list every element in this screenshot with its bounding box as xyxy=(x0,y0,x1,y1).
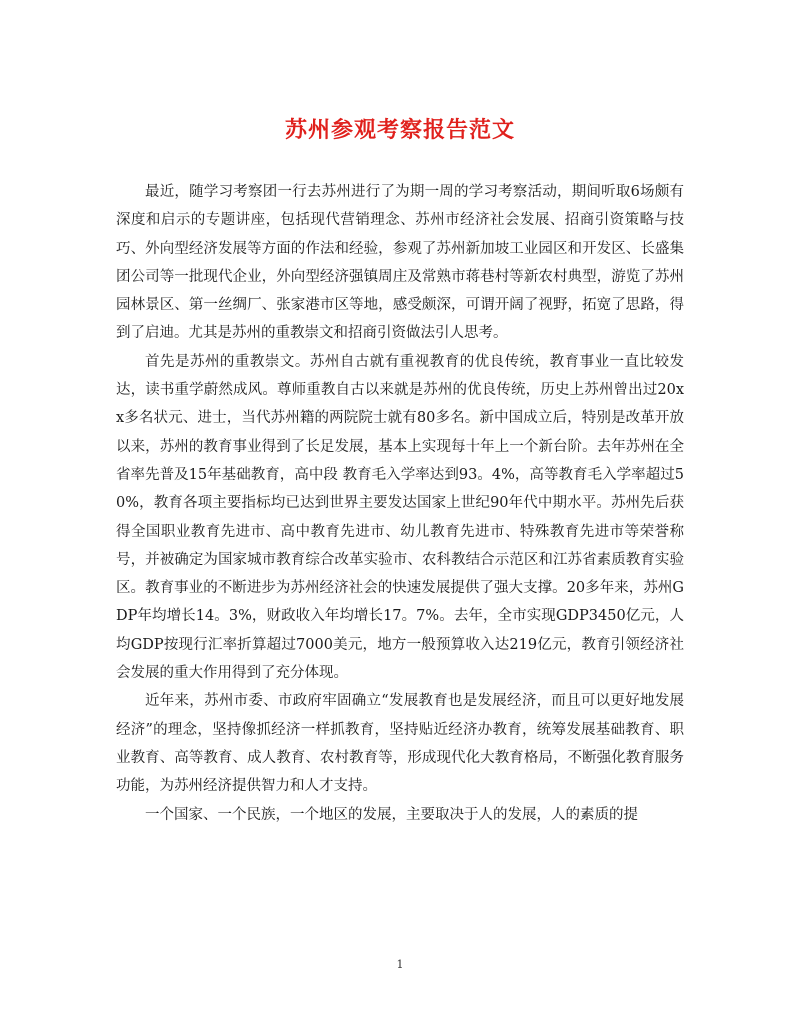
page-number: 1 xyxy=(396,958,404,971)
paragraph-education: 首先是苏州的重教崇文。苏州自古就有重视教育的优良传统，教育事业一直比较发达，读书重学蔚然成风。尊师重教自古以来就是苏州的优良传统，历史上苏州曾出过20xx多名状元、进士，当代苏州籍的两院院士就有80多名。新中国成立后，特别是改革开放以来，苏州的教育事业得到了长足发展，基本上实现每十年上一个新台阶。去年苏州在全省率先普及15年基础教育，高中段 教育毛入学率达到93。4%，高等教育毛入学率超过50%，教育各项主要指标均已达到世界主要发达国家上世纪90年代中期水平。苏州先后获得全国职业教育先进市、高中教育先进市、幼儿教育先进市、特殊教育先进市等荣誉称号，并被确定为国家城市教育综合改革实验市、农科教结合示范区和江苏省素质教育实验区。教育事业的不断进步为苏州经济社会的快速发展提供了强大支撑。20多年来，苏州GDP年均增长14。3%，财政收入年均增长17。7%。去年，全市实现GDP3450亿元，人均GDP按现行汇率折算超过7000美元，地方一般预算收入达219亿元，教育引领经济社会发展的重大作用得到了充分体现。 xyxy=(116,353,684,682)
paragraph-development: 一个国家、一个民族，一个地区的发展，主要取决于人的发展，人的素质的提 xyxy=(145,806,638,823)
paragraph-intro: 最近，随学习考察团一行去苏州进行了为期一周的学习考察活动，期间听取6场颇有深度和启示的专题讲座，包括现代营销理念、苏州市经济社会发展、招商引资策略与技巧、外向型经济发展等方面的作法和经验，参观了苏州新加坡工业园区和开发区、长盛集团公司等一批现代企业，外向型经济强镇周庄及常熟市蒋巷村等新农村典型，游览了苏州园林景区、第一丝绸厂、张家港市区等地，感受颇深，可谓开阔了视野，拓宽了思路，得到了启迪。尤其是苏州的重教崇文和招商引资做法引人思考。 xyxy=(116,184,684,342)
document-body xyxy=(116,178,684,829)
paragraph-recent-years: 近年来，苏州市委、市政府牢固确立“发展教育也是发展经济，而且可以更好地发展经济”的理念，坚持像抓经济一样抓教育，坚持贴近经济办教育，统筹发展基础教育、职业教育、高等教育、成人教育、农村教育等，形成现代化大教育格局，不断强化教育服务功能，为苏州经济提供智力和人才支持。 xyxy=(116,693,684,795)
document-title: 苏州参观考察报告范文 xyxy=(284,117,515,143)
